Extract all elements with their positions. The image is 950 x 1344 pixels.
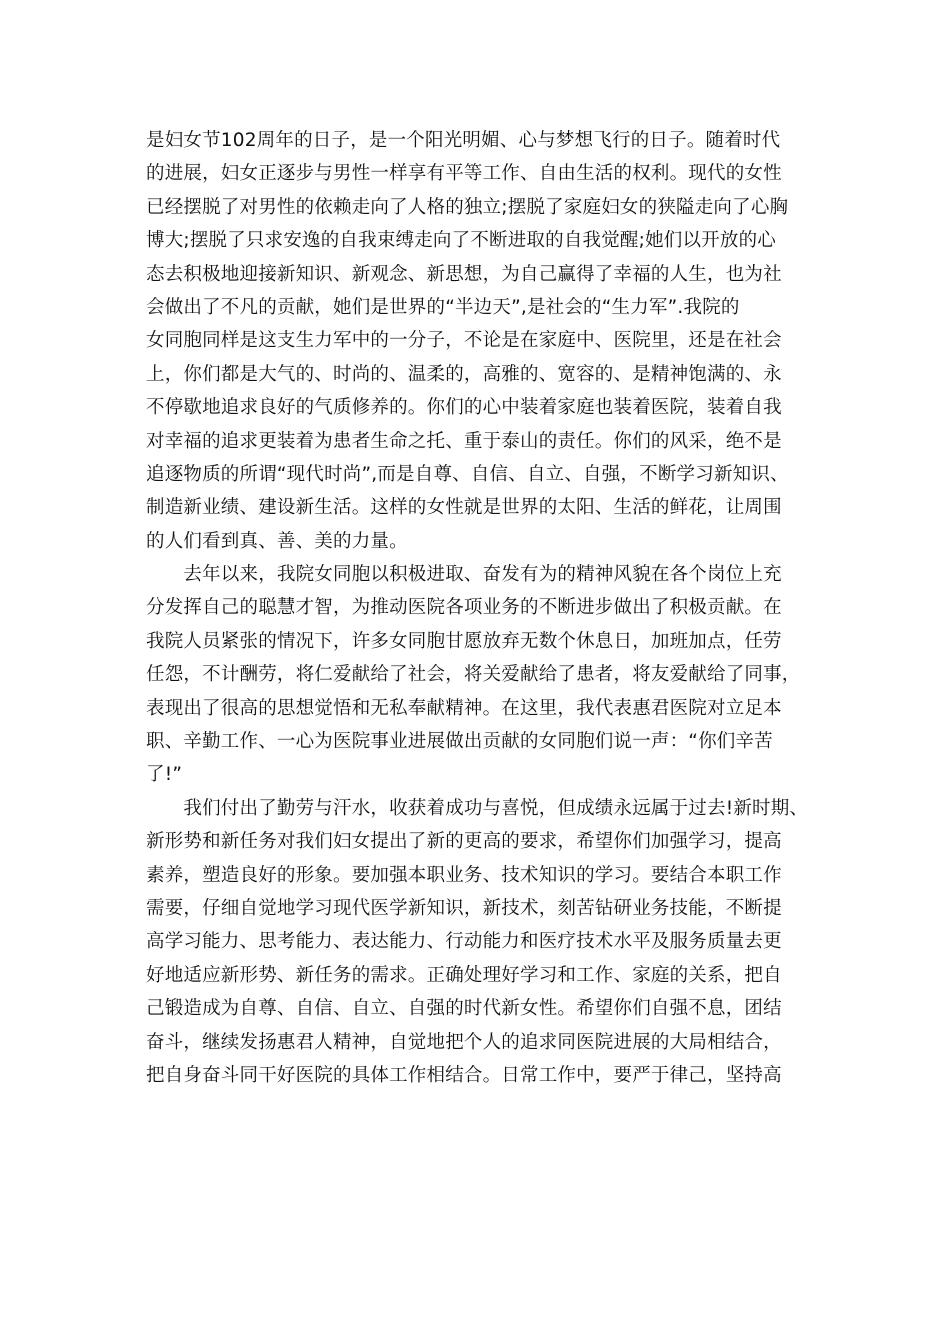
text-line: 高学习能力、思考能力、表达能力、行动能力和医疗技术水平及服务质量去更	[146, 931, 782, 953]
text-line: 奋斗，继续发扬惠君人精神，自觉地把个人的追求同医院进展的大局相结合，	[146, 1031, 782, 1053]
text-line: 制造新业绩、建设新生活。这样的女性就是世界的太阳、生活的鲜花，让周围	[146, 497, 782, 519]
text-line: 我院人员紧张的情况下，许多女同胞甘愿放弃无数个休息日，加班加点，任劳	[146, 630, 782, 652]
text-line: 分发挥自己的聪慧才智，为推动医院各项业务的不断进步做出了积极贡献。在	[146, 597, 782, 619]
text-line: 会做出了不凡的贡献，她们是世界的“半边天”,是社会的“生力军”.我院的	[146, 296, 740, 318]
text-line: 已经摆脱了对男性的依赖走向了人格的独立;摆脱了家庭妇女的狭隘走向了心胸	[146, 196, 789, 218]
text-line: 我们付出了勤劳与汗水，收获着成功与喜悦，但成绩永远属于过去!新时期、	[146, 797, 809, 819]
text-line: 素养，塑造良好的形象。要加强本职业务、技术知识的学习。要结合本职工作	[146, 864, 782, 886]
text-line: 不停歇地追求良好的气质修养的。你们的心中装着家庭也装着医院，装着自我	[146, 397, 782, 419]
text-line: 博大;摆脱了只求安逸的自我束缚走向了不断进取的自我觉醒;她们以开放的心	[146, 230, 776, 252]
text-line: 的人们看到真、善、美的力量。	[146, 530, 408, 552]
text-line: 是妇女节102周年的日子，是一个阳光明媚、心与梦想飞行的日子。随着时代	[146, 130, 781, 151]
text-line: 去年以来，我院女同胞以积极进取、奋发有为的精神风貌在各个岗位上充	[146, 564, 782, 586]
text-line: 态去积极地迎接新知识、新观念、新思想，为自己赢得了幸福的人生，也为社	[146, 263, 782, 285]
text-line: 把自身奋斗同干好医院的具体工作相结合。日常工作中，要严于律己，坚持高	[146, 1064, 782, 1086]
text-line: 的进展，妇女正逐步与男性一样享有平等工作、自由生活的权利。现代的女性	[146, 163, 782, 185]
text-line: 表现出了很高的思想觉悟和无私奉献精神。在这里，我代表惠君医院对立足本	[146, 697, 782, 719]
text-line: 追逐物质的所谓“现代时尚”,而是自尊、自信、自立、自强，不断学习新知识、	[146, 463, 789, 485]
text-line: 任怨，不计酬劳，将仁爱献给了社会，将关爱献给了患者，将友爱献给了同事，	[146, 664, 801, 686]
text-line: 己锻造成为自尊、自信、自立、自强的时代新女性。希望你们自强不息，团结	[146, 998, 782, 1020]
text-line: 对幸福的追求更装着为患者生命之托、重于泰山的责任。你们的风采，绝不是	[146, 430, 782, 452]
text-line: 新形势和新任务对我们妇女提出了新的更高的要求，希望你们加强学习，提高	[146, 831, 782, 853]
text-line: 职、辛勤工作、一心为医院事业进展做出贡献的女同胞们说一声：“你们辛苦	[146, 731, 773, 753]
text-line: 上，你们都是大气的、时尚的、温柔的，高雅的、宽容的、是精神饱满的、永	[146, 363, 782, 385]
text-line: 了!”	[146, 764, 183, 786]
text-line: 需要，仔细自觉地学习现代医学新知识，新技术，刻苦钻研业务技能，不断提	[146, 897, 782, 919]
text-line: 好地适应新形势、新任务的需求。正确处理好学习和工作、家庭的关系，把自	[146, 964, 782, 986]
body-text	[146, 124, 826, 1092]
text-line: 女同胞同样是这支生力军中的一分子，不论是在家庭中、医院里，还是在社会	[146, 330, 782, 352]
